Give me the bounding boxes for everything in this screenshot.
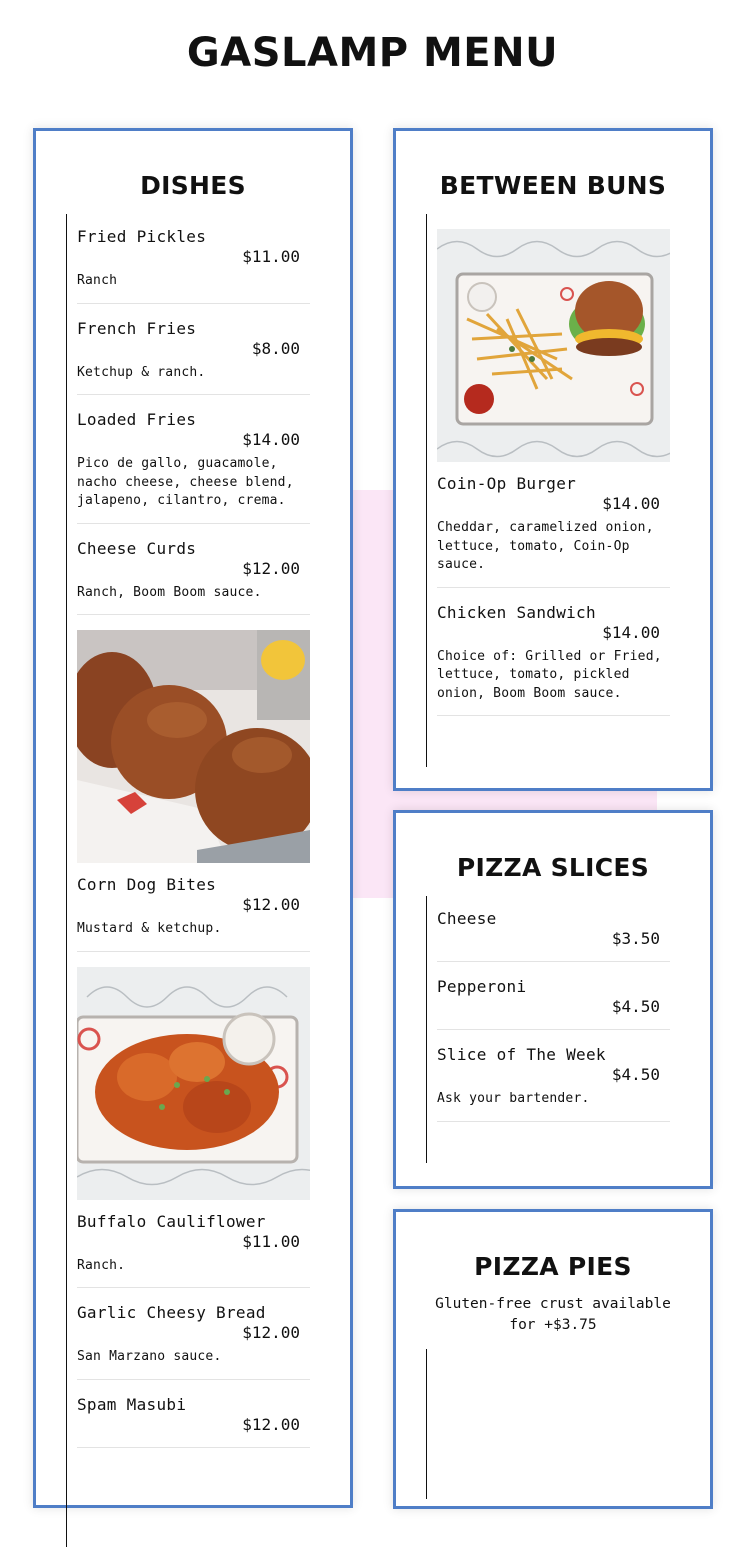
item-description: Choice of: Grilled or Fried, lettuce, tomato, pickled onion, Boom Boom sauce.: [437, 648, 662, 701]
pizza-slices-list: [426, 896, 677, 1163]
item-price: $12.00: [242, 895, 300, 914]
item-name: Slice of The Week: [437, 1045, 606, 1064]
menu-item: [77, 227, 310, 304]
menu-item: [437, 229, 670, 588]
menu-item: [77, 967, 310, 1289]
menu-item: [437, 909, 670, 962]
item-name: French Fries: [77, 318, 197, 338]
item-name: Cheese: [437, 909, 497, 928]
item-price: $11.00: [242, 247, 300, 266]
pizza-pies-card: [393, 1209, 713, 1509]
menu-item: [77, 410, 310, 524]
dishes-card: [33, 128, 353, 1508]
menu-item: [77, 539, 310, 616]
burger-and-fries-photo: [437, 229, 670, 462]
item-price: $11.00: [242, 1231, 300, 1251]
buffalo-cauliflower-photo: [77, 967, 310, 1200]
item-name: Buffalo Cauliflower: [77, 1211, 266, 1231]
item-name: Coin-Op Burger: [437, 474, 577, 493]
item-description: Mustard & ketchup.: [77, 921, 222, 936]
dishes-list: [66, 214, 317, 1547]
item-price: $12.00: [242, 1323, 300, 1342]
item-description: San Marzano sauce.: [77, 1349, 222, 1364]
dishes-title: DISHES: [140, 171, 246, 200]
item-name: Fried Pickles: [77, 227, 207, 246]
menu-item: [77, 1303, 310, 1380]
item-name: Cheese Curds: [77, 538, 197, 558]
item-price: $4.50: [611, 997, 660, 1016]
page-title: GASLAMP MENU: [186, 30, 559, 76]
item-price: $12.00: [242, 558, 300, 578]
menu-item: [77, 319, 310, 396]
item-name: Spam Masubi: [77, 1394, 187, 1414]
between-buns-card: [393, 128, 713, 791]
item-name: Loaded Fries: [77, 410, 197, 429]
menu-item: [77, 630, 310, 952]
item-name: Garlic Cheesy Bread: [77, 1303, 266, 1322]
item-description: Ask your bartender.: [437, 1091, 590, 1106]
item-description: Ketchup & ranch.: [77, 364, 206, 380]
item-description: Pico de gallo, guacamole, nacho cheese, cheese blend, jalapeno, cilantro, crema.: [77, 456, 294, 508]
pizza-pies-title: PIZZA PIES: [474, 1252, 632, 1281]
pizza-pies-list: [426, 1349, 677, 1499]
item-price: $14.00: [602, 622, 660, 642]
item-name: Pepperoni: [437, 977, 527, 996]
item-price: $4.50: [611, 1065, 660, 1084]
menu-item: [77, 1395, 310, 1448]
between-buns-title: BETWEEN BUNS: [439, 171, 667, 200]
menu-item: [437, 1045, 670, 1122]
menu-item: [437, 603, 670, 717]
item-price: $8.00: [251, 338, 300, 358]
pizza-slices-card: [393, 810, 713, 1189]
item-description: Ranch: [77, 273, 118, 288]
menu-item: [437, 977, 670, 1030]
between-buns-list: [426, 214, 677, 767]
item-description: Ranch.: [77, 1257, 126, 1273]
item-name: Corn Dog Bites: [77, 875, 217, 894]
item-price: $3.50: [611, 929, 660, 948]
item-price: $12.00: [242, 1414, 300, 1434]
pizza-slices-title: PIZZA SLICES: [456, 853, 650, 882]
item-price: $14.00: [242, 430, 300, 449]
gluten-free-note: Gluten-free crust available for +$3.75: [435, 1296, 671, 1333]
item-description: Ranch, Boom Boom sauce.: [77, 584, 262, 600]
corn-dog-bites-photo: [77, 630, 310, 863]
item-price: $14.00: [602, 494, 660, 513]
item-name: Chicken Sandwich: [437, 602, 596, 622]
item-description: Cheddar, caramelized onion, lettuce, tomato, Coin-Op sauce.: [437, 520, 654, 572]
